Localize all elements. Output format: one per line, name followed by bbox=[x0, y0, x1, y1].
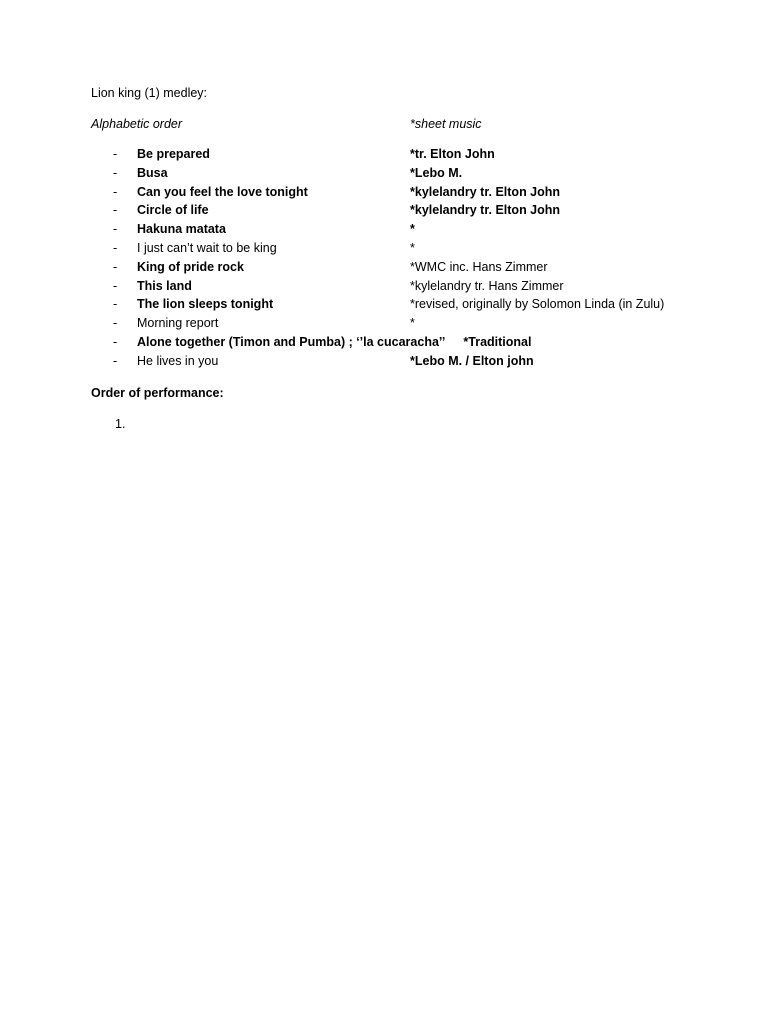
song-title bbox=[137, 335, 531, 349]
song-title bbox=[137, 147, 210, 161]
song-title bbox=[137, 297, 273, 311]
song-title bbox=[137, 185, 308, 199]
song-source: *tr. Elton John bbox=[410, 147, 495, 161]
list-item bbox=[0, 185, 768, 204]
order-item: 1. bbox=[115, 417, 126, 431]
list-item bbox=[0, 354, 768, 373]
song-source: *Lebo M. / Elton john bbox=[410, 353, 534, 368]
document-title: Lion king (1) medley: bbox=[91, 86, 208, 100]
song-source: * bbox=[410, 222, 415, 237]
song-title-text: Morning report bbox=[137, 316, 219, 331]
list-bullet-dash: - bbox=[113, 297, 118, 312]
order-of-performance-heading: Order of performance: bbox=[91, 386, 224, 400]
song-source: *kylelandry tr. Elton John bbox=[410, 203, 561, 218]
list-bullet-dash: - bbox=[113, 334, 118, 349]
list-item bbox=[0, 260, 768, 279]
song-source: * bbox=[410, 240, 415, 255]
song-title-text: Can you feel the love tonight bbox=[137, 184, 308, 199]
song-source: *revised, originally by Solomon Linda (in Zulu) bbox=[410, 297, 665, 312]
song-title-text: This land bbox=[137, 278, 192, 293]
song-source: *kylelandry tr. Hans Zimmer bbox=[410, 278, 564, 293]
list-bullet-dash: - bbox=[113, 353, 118, 368]
song-title-text: I just can’t wait to be king bbox=[137, 240, 277, 255]
list-item bbox=[0, 147, 768, 166]
song-title bbox=[137, 260, 244, 274]
list-bullet-dash: - bbox=[113, 240, 118, 255]
song-title-text: He lives in you bbox=[137, 353, 219, 368]
list-bullet-dash: - bbox=[113, 184, 118, 199]
song-source: * bbox=[410, 316, 415, 331]
song-title-text: Circle of life bbox=[137, 203, 209, 218]
song-title bbox=[137, 279, 192, 293]
song-title-text: Be prepared bbox=[137, 147, 210, 161]
list-item bbox=[0, 279, 768, 298]
list-bullet-dash: - bbox=[113, 203, 118, 218]
list-item bbox=[0, 166, 768, 185]
song-title bbox=[137, 316, 218, 330]
song-title-text: Hakuna matata bbox=[137, 222, 226, 237]
list-item bbox=[0, 222, 768, 241]
header-sheet-music: *sheet music bbox=[410, 117, 482, 131]
song-title bbox=[137, 166, 168, 180]
list-bullet-dash: - bbox=[113, 316, 118, 331]
list-item bbox=[0, 335, 768, 354]
list-bullet-dash: - bbox=[113, 165, 118, 180]
list-item bbox=[0, 241, 768, 260]
list-bullet-dash: - bbox=[113, 278, 118, 293]
song-title-text: The lion sleeps tonight bbox=[137, 297, 274, 312]
song-source: *kylelandry tr. Elton John bbox=[410, 184, 561, 199]
song-source: *Traditional bbox=[463, 334, 532, 349]
header-alphabetic-order: Alphabetic order bbox=[91, 117, 183, 131]
order-of-performance-list bbox=[115, 417, 125, 431]
list-item bbox=[0, 203, 768, 222]
song-title bbox=[137, 354, 218, 368]
list-bullet-dash: - bbox=[113, 147, 118, 161]
song-title-text: King of pride rock bbox=[137, 259, 244, 274]
song-title bbox=[137, 241, 277, 255]
song-list bbox=[0, 147, 768, 373]
song-title bbox=[137, 222, 226, 236]
list-item bbox=[0, 316, 768, 335]
song-title bbox=[137, 203, 209, 217]
song-title-text: Alone together (Timon and Pumba) ; ‘’la cucaracha’’ bbox=[137, 334, 446, 349]
column-headers bbox=[91, 117, 731, 135]
song-source: *WMC inc. Hans Zimmer bbox=[410, 259, 548, 274]
list-item bbox=[0, 297, 768, 316]
list-bullet-dash: - bbox=[113, 222, 118, 237]
song-title-text: Busa bbox=[137, 165, 168, 180]
list-bullet-dash: - bbox=[113, 259, 118, 274]
song-source: *Lebo M. bbox=[410, 165, 463, 180]
